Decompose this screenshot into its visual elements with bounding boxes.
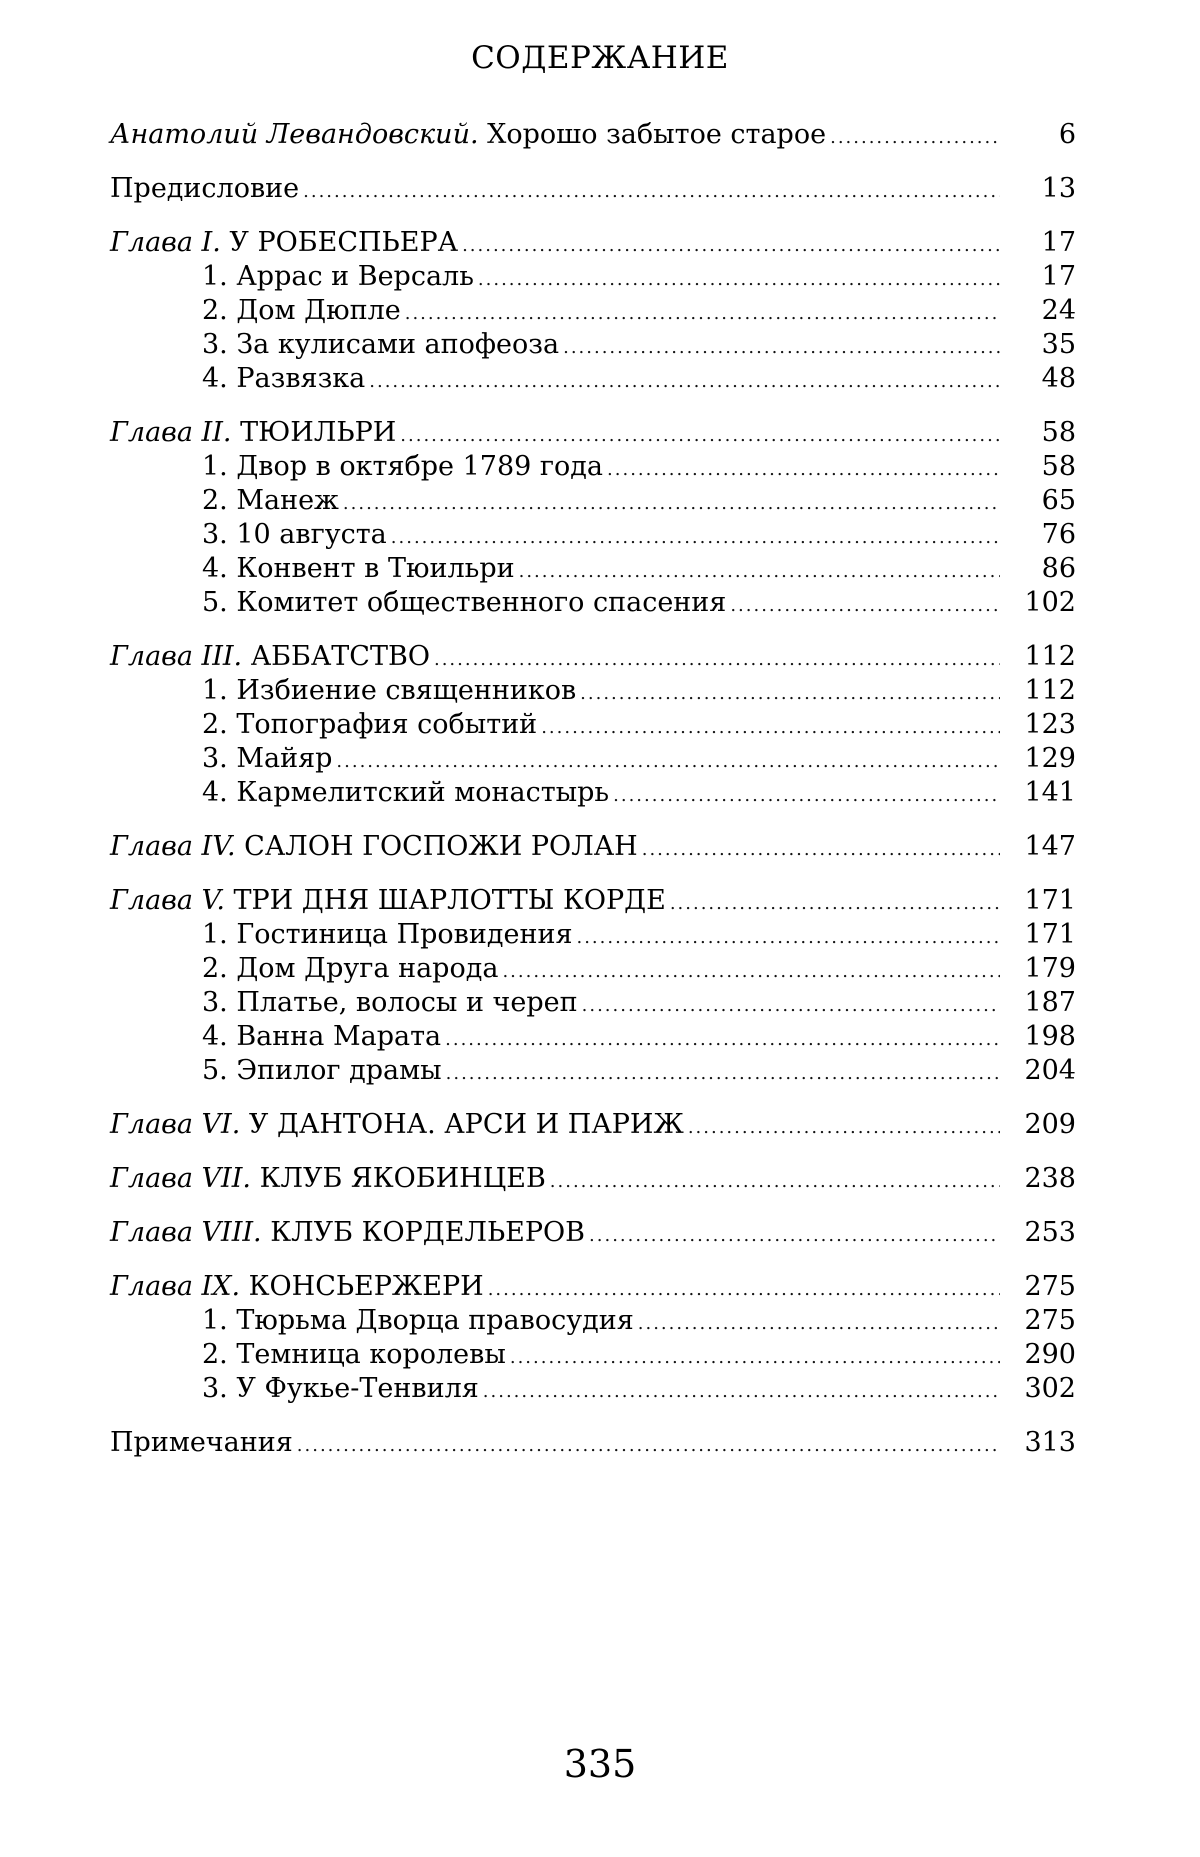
toc-section [110, 674, 1076, 708]
toc-entry-page: 76 [1041, 519, 1076, 550]
leader-dots [830, 121, 1000, 155]
toc-section [110, 1054, 1076, 1088]
toc-section [110, 294, 1076, 328]
leader-dots [607, 453, 1000, 487]
toc-entry [110, 1426, 1076, 1460]
toc-chapter [110, 1270, 1076, 1304]
toc-entry-page: 209 [1024, 1109, 1076, 1140]
toc-section [110, 1372, 1076, 1406]
chapter-title: САЛОН ГОСПОЖИ РОЛАН [235, 831, 638, 862]
toc-entry-page: 302 [1024, 1373, 1076, 1404]
leader-dots [563, 331, 1000, 365]
toc-section [110, 552, 1076, 586]
toc-section [110, 1304, 1076, 1338]
chapter-number: Глава IX. [110, 1271, 241, 1302]
toc-entry-page: 179 [1024, 953, 1076, 984]
toc-entry-title: Примечания [110, 1427, 293, 1458]
table-of-contents [110, 118, 1076, 1460]
leader-dots [488, 1273, 1000, 1307]
toc-section [110, 776, 1076, 810]
chapter-number: Глава IV. [110, 831, 236, 862]
leader-dots [462, 229, 1000, 263]
chapter-title: ТЮИЛЬРИ [231, 417, 397, 448]
section-title: 4. Ванна Марата [202, 1021, 442, 1052]
toc-section [110, 260, 1076, 294]
leader-dots [642, 833, 1000, 867]
leader-dots [502, 955, 1000, 989]
chapter-number: Глава I. [110, 227, 221, 258]
leader-dots [730, 589, 1000, 623]
toc-entry-page: 58 [1041, 417, 1076, 448]
chapter-title: КЛУБ КОРДЕЛЬЕРОВ [261, 1217, 586, 1248]
toc-entry-page: 238 [1024, 1163, 1076, 1194]
toc-chapter [110, 1216, 1076, 1250]
section-title: 4. Конвент в Тюильри [202, 553, 515, 584]
toc-entry-title: Предисловие [110, 173, 300, 204]
toc-entry-page: 171 [1024, 885, 1076, 916]
chapter-number: Глава V. [110, 885, 225, 916]
leader-dots [638, 1307, 1000, 1341]
leader-dots [688, 1111, 1000, 1145]
section-title: 4. Развязка [202, 363, 366, 394]
leader-dots [550, 1165, 1000, 1199]
section-title: 3. Майяр [202, 743, 333, 774]
toc-section [110, 518, 1076, 552]
toc-entry-author: Анатолий Левандовский. [110, 119, 479, 150]
toc-section [110, 1338, 1076, 1372]
toc-entry-page: 86 [1041, 553, 1076, 584]
chapter-number: Глава II. [110, 417, 232, 448]
toc-chapter [110, 1162, 1076, 1196]
section-title: 5. Комитет общественного спасения [202, 587, 727, 618]
leader-dots [297, 1429, 1000, 1463]
chapter-title: У РОБЕСПЬЕРА [220, 227, 459, 258]
leader-dots [483, 1375, 1000, 1409]
chapter-number: Глава III. [110, 641, 243, 672]
toc-entry-page: 204 [1024, 1055, 1076, 1086]
leader-dots [478, 263, 1000, 297]
chapter-title: У ДАНТОНА. АРСИ И ПАРИЖ [240, 1109, 684, 1140]
toc-section [110, 328, 1076, 362]
toc-entry [110, 118, 1076, 152]
toc-section [110, 918, 1076, 952]
toc-entry-page: 141 [1024, 777, 1076, 808]
toc-entry-page: 171 [1024, 919, 1076, 950]
section-title: 1. Двор в октябре 1789 года [202, 451, 604, 482]
toc-entry-page: 275 [1024, 1271, 1076, 1302]
toc-entry-page: 198 [1024, 1021, 1076, 1052]
toc-entry-page: 129 [1024, 743, 1076, 774]
page-title: СОДЕРЖАНИЕ [471, 40, 729, 76]
toc-entry-page: 187 [1024, 987, 1076, 1018]
toc-entry-page: 112 [1024, 675, 1076, 706]
toc-entry-page: 290 [1024, 1339, 1076, 1370]
chapter-title: КЛУБ ЯКОБИНЦЕВ [250, 1163, 546, 1194]
section-title: 2. Дом Друга народа [202, 953, 499, 984]
leader-dots [434, 643, 1000, 677]
leader-dots [510, 1341, 1000, 1375]
chapter-title: КОНСЬЕРЖЕРИ [240, 1271, 484, 1302]
toc-entry-page: 17 [1041, 261, 1076, 292]
toc-entry-page: 102 [1024, 587, 1076, 618]
toc-chapter [110, 640, 1076, 674]
toc-entry-title: Хорошо забытое старое [478, 119, 827, 150]
section-title: 3. 10 августа [202, 519, 387, 550]
toc-section [110, 742, 1076, 776]
toc-section [110, 952, 1076, 986]
toc-entry-page: 65 [1041, 485, 1076, 516]
toc-section [110, 586, 1076, 620]
section-title: 5. Эпилог драмы [202, 1055, 442, 1086]
toc-chapter [110, 416, 1076, 450]
toc-entry-page: 253 [1024, 1217, 1076, 1248]
chapter-title: ТРИ ДНЯ ШАРЛОТТЫ КОРДЕ [224, 885, 666, 916]
leader-dots [369, 365, 1000, 399]
chapter-title: АББАТСТВО [242, 641, 430, 672]
toc-section [110, 1020, 1076, 1054]
toc-section [110, 450, 1076, 484]
toc-chapter [110, 1108, 1076, 1142]
leader-dots [391, 521, 1000, 555]
leader-dots [580, 677, 1000, 711]
section-title: 3. Платье, волосы и череп [202, 987, 578, 1018]
section-title: 2. Топография событий [202, 709, 538, 740]
section-title: 2. Темница королевы [202, 1339, 506, 1370]
leader-dots [582, 989, 1000, 1023]
section-title: 1. Избиение священников [202, 675, 577, 706]
toc-entry-page: 58 [1041, 451, 1076, 482]
leader-dots [589, 1219, 1000, 1253]
section-title: 4. Кармелитский монастырь [202, 777, 610, 808]
section-title: 1. Гостиница Провидения [202, 919, 573, 950]
toc-section [110, 708, 1076, 742]
toc-entry-page: 275 [1024, 1305, 1076, 1336]
leader-dots [400, 419, 1000, 453]
toc-entry-page: 313 [1024, 1427, 1076, 1458]
chapter-number: Глава VIII. [110, 1217, 262, 1248]
leader-dots [670, 887, 1000, 921]
toc-entry-page: 112 [1024, 641, 1076, 672]
toc-chapter [110, 884, 1076, 918]
toc-entry-page: 48 [1041, 363, 1076, 394]
leader-dots [445, 1023, 1000, 1057]
leader-dots [613, 779, 1000, 813]
section-title: 3. У Фукье-Тенвиля [202, 1373, 479, 1404]
toc-section [110, 362, 1076, 396]
toc-entry [110, 172, 1076, 206]
section-title: 2. Манеж [202, 485, 339, 516]
chapter-number: Глава VII. [110, 1163, 251, 1194]
section-title: 1. Аррас и Версаль [202, 261, 474, 292]
leader-dots [576, 921, 1000, 955]
toc-entry-page: 13 [1041, 173, 1076, 204]
chapter-number: Глава VI. [110, 1109, 241, 1140]
toc-entry-page: 35 [1041, 329, 1076, 360]
leader-dots [303, 175, 1000, 209]
toc-section [110, 484, 1076, 518]
page-number: 335 [563, 1742, 637, 1786]
toc-entry-page: 17 [1041, 227, 1076, 258]
section-title: 3. За кулисами апофеоза [202, 329, 560, 360]
toc-section [110, 986, 1076, 1020]
toc-chapter [110, 226, 1076, 260]
toc-entry-page: 147 [1024, 831, 1076, 862]
leader-dots [446, 1057, 1000, 1091]
section-title: 1. Тюрьма Дворца правосудия [202, 1305, 634, 1336]
leader-dots [519, 555, 1000, 589]
section-title: 2. Дом Дюпле [202, 295, 401, 326]
toc-entry-page: 123 [1024, 709, 1076, 740]
leader-dots [343, 487, 1000, 521]
leader-dots [541, 711, 1000, 745]
toc-entry-page: 6 [1058, 119, 1076, 150]
toc-entry-page: 24 [1041, 295, 1076, 326]
leader-dots [336, 745, 1000, 779]
leader-dots [405, 297, 1000, 331]
toc-chapter [110, 830, 1076, 864]
